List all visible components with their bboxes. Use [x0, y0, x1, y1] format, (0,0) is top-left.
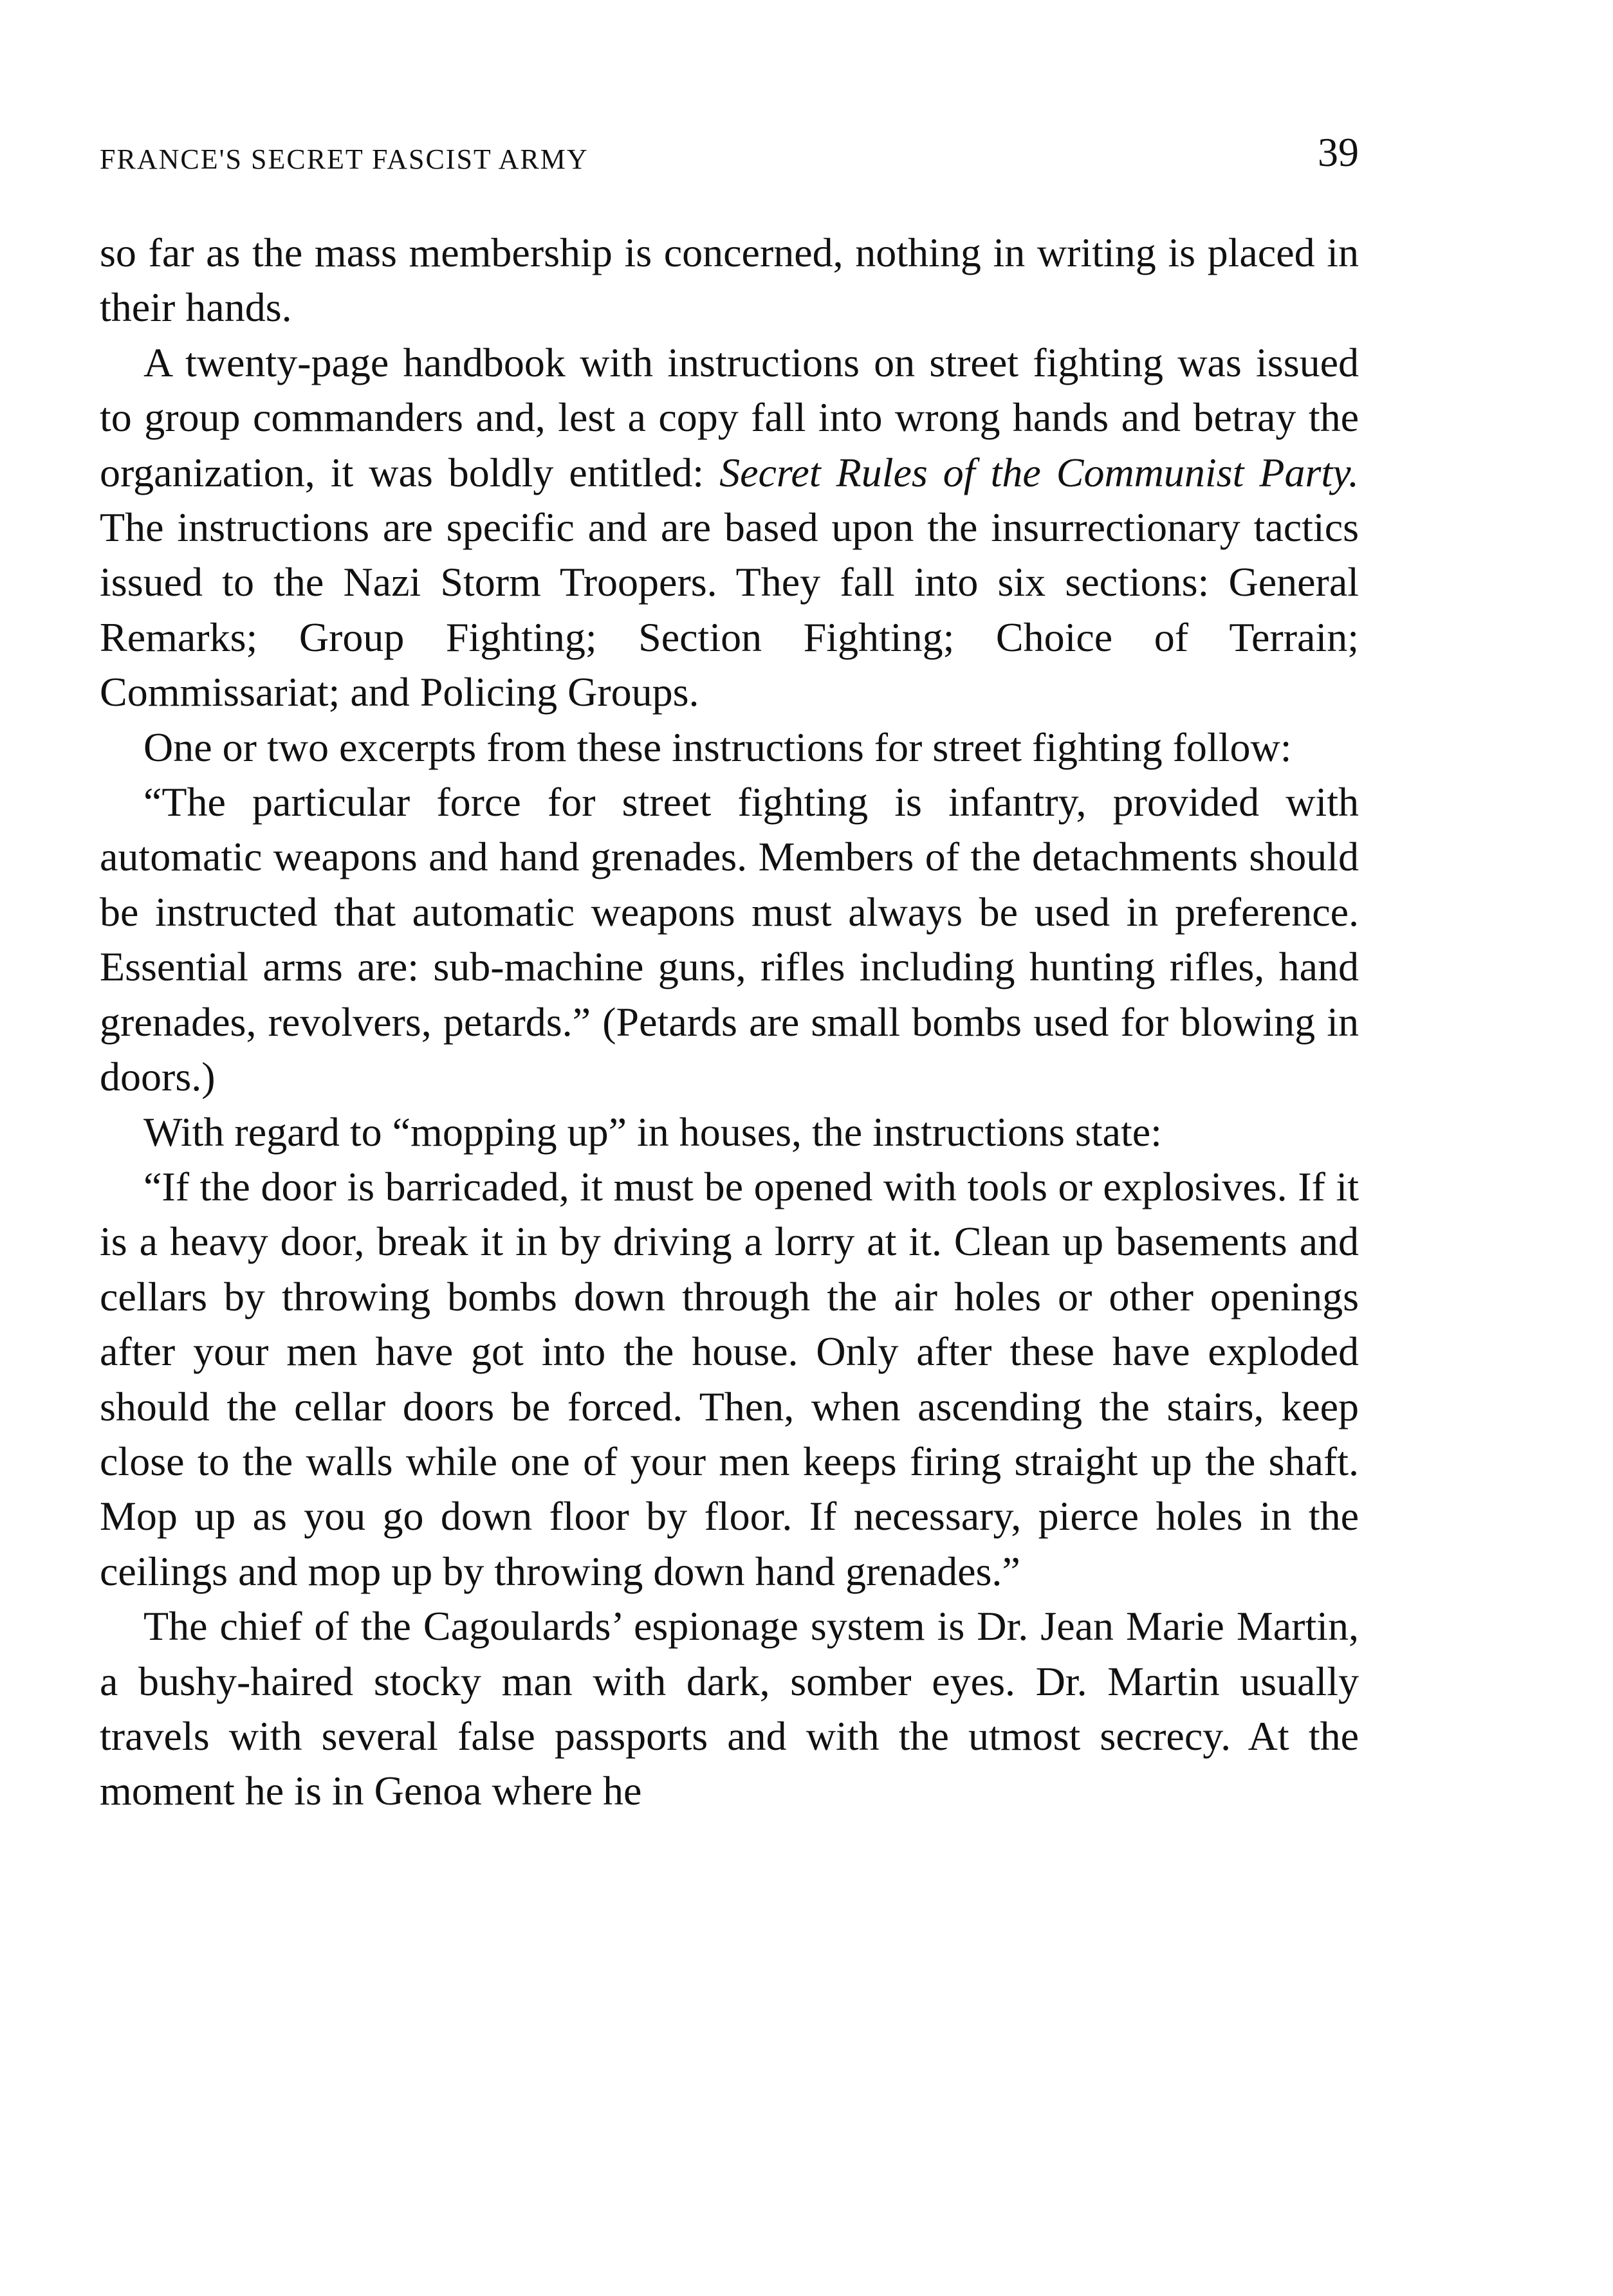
- handbook-title: Secret Rules of the Communist Party.: [719, 449, 1359, 495]
- quote-mopping-up: “If the door is barricaded, it must be opened with tools or explosives. If it is a heavy door, break it in by driving a lorry at it. Clean up basements and cellars by throwing bombs down through the air holes or other openings after your men have got into the house. Only after these have exploded should the cellar doors be forced. Then, when ascending the stairs, keep close to the walls while one of your men keeps firing straight up the shaft. Mop up as you go down floor by floor. If necessary, pierce holes in the ceilings and mop up by throwing down hand grenades.”: [100, 1163, 1359, 1594]
- paragraph-excerpts-intro: One or two excerpts from these instructions for street fighting follow:: [143, 724, 1292, 770]
- page-header: [100, 129, 1359, 174]
- paragraph-handbook-text: A twenty-page handbook with instructions on street fighting was issued to group commanders and, lest a copy fall into wrong hands and betray the organization, it was boldly entitled:: [100, 339, 1359, 495]
- paragraph-handbook-text-end: The instructions are specific and are based upon the insurrectionary tactics issued to the Nazi Storm Troopers. They fall into six sections: General Remarks; Group Fighting; Section Fighting; Choice of Terrain; Commissariat; and Policing Groups.: [100, 504, 1359, 715]
- paragraph-handbook: [100, 335, 1359, 720]
- paragraph-continuation: so far as the mass membership is concerned, nothing in writing is placed in their hands.: [100, 230, 1359, 331]
- body-text: [100, 225, 1359, 1819]
- quote-street-fighting: “The particular force for street fighting is infantry, provided with automatic weapons and hand grenades. Members of the detachments should be instructed that automatic weapons must always be used in preference. Essential arms are: sub-machine guns, rifles including hunting rifles, hand grenades, revolvers, petards.” (Petards are small bombs used for blowing in doors.): [100, 779, 1359, 1100]
- paragraph-mopping-up-intro: With regard to “mopping up” in houses, the instructions state:: [143, 1108, 1162, 1155]
- running-title: FRANCE'S SECRET FASCIST ARMY: [100, 143, 589, 175]
- paragraph-espionage-chief: The chief of the Cagoulards’ espionage system is Dr. Jean Marie Martin, a bushy-haired stocky man with dark, somber eyes. Dr. Martin usually travels with several false passports and with the utmost secrecy. At the moment he is in Genoa where he: [100, 1603, 1359, 1814]
- page-number: 39: [1318, 129, 1359, 175]
